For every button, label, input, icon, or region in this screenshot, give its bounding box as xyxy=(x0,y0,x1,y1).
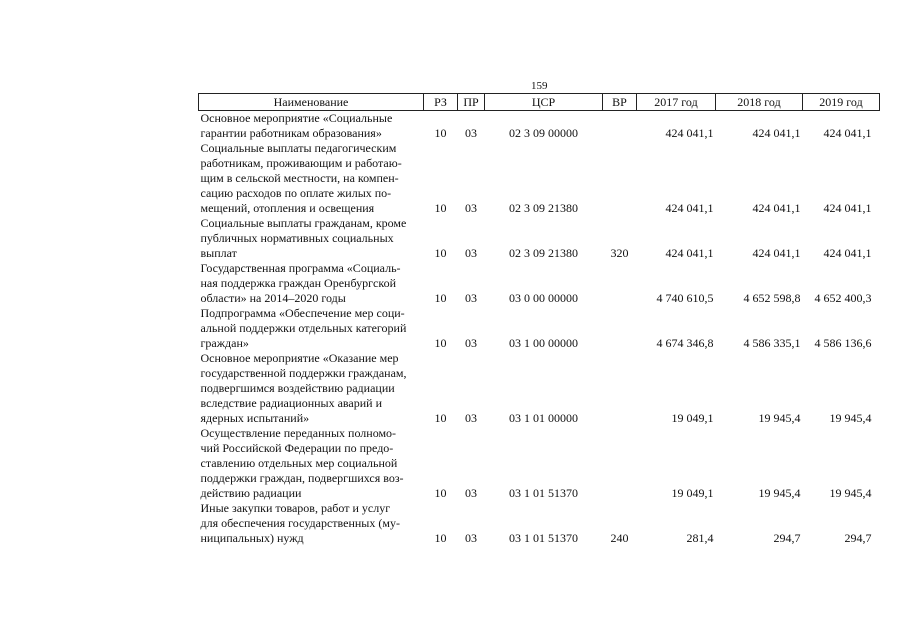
row-rz: 10 xyxy=(434,291,447,305)
row-name-line: ядерных испытаний» xyxy=(200,411,310,425)
row-name-line: гарантии работникам образования» xyxy=(200,126,382,140)
row-pr: 03 xyxy=(465,411,477,425)
row-name-line: публичных нормативных социальных xyxy=(200,231,394,245)
row-name-line: Подпрограмма «Обеспечение мер соци- xyxy=(200,306,405,320)
row-amount-2017: 4 740 610,5 xyxy=(656,291,714,305)
row-name-line: Государственная программа «Социаль- xyxy=(200,261,401,275)
col-header-name: Наименование xyxy=(199,94,424,111)
row-amount-2019: 424 041,1 xyxy=(823,126,872,140)
col-header-vr: ВР xyxy=(603,94,637,111)
row-pr: 03 xyxy=(465,246,477,260)
row-name-line: работникам, проживающим и работаю- xyxy=(200,156,402,170)
row-name-line: Основное мероприятие «Оказание мер xyxy=(200,351,399,365)
row-name-line: чий Российской Федерации по предо- xyxy=(200,441,394,455)
row-rz: 10 xyxy=(434,411,447,425)
col-header-pr: ПР xyxy=(458,94,485,111)
budget-table xyxy=(198,93,880,546)
row-csr: 02 3 09 21380 xyxy=(509,246,578,260)
row-csr: 03 0 00 00000 xyxy=(509,291,578,305)
row-amount-2019: 294,7 xyxy=(844,531,872,545)
row-name xyxy=(199,261,424,306)
row-rz: 10 xyxy=(434,246,447,260)
col-header-rz: РЗ xyxy=(424,94,458,111)
row-amount-2018: 4 652 598,8 xyxy=(743,291,801,305)
row-amount-2019: 424 041,1 xyxy=(823,201,872,215)
row-name-line: ная поддержка граждан Оренбургской xyxy=(200,276,396,290)
table-row xyxy=(199,261,880,306)
row-name-line: альной поддержки отдельных категорий xyxy=(200,321,407,335)
row-pr: 03 xyxy=(465,531,477,545)
row-name-line: сацию расходов по оплате жилых по- xyxy=(200,186,392,200)
row-vr xyxy=(603,306,637,351)
row-name-line: мещений, отопления и освещения xyxy=(200,201,375,215)
row-csr: 02 3 09 00000 xyxy=(509,126,578,140)
row-amount-2018: 294,7 xyxy=(773,531,801,545)
row-name-line: области» на 2014–2020 годы xyxy=(200,291,346,305)
table-row xyxy=(199,351,880,426)
row-amount-2017: 424 041,1 xyxy=(665,201,714,215)
table-row xyxy=(199,111,880,142)
row-rz: 10 xyxy=(434,336,447,350)
row-name-line: Иные закупки товаров, работ и услуг xyxy=(200,501,391,515)
page-number: 159 xyxy=(531,80,548,92)
row-name-line: Основное мероприятие «Социальные xyxy=(200,111,393,125)
row-name-line: ставлению отдельных мер социальной xyxy=(200,456,398,470)
row-amount-2017: 19 049,1 xyxy=(671,486,714,500)
row-amount-2018: 424 041,1 xyxy=(752,201,801,215)
row-name-line: выплат xyxy=(200,246,237,260)
row-vr xyxy=(603,351,637,426)
row-amount-2017: 424 041,1 xyxy=(665,246,714,260)
row-name-line: Социальные выплаты педагогическим xyxy=(200,141,397,155)
row-rz: 10 xyxy=(434,126,447,140)
row-amount-2017: 281,4 xyxy=(686,531,714,545)
row-vr xyxy=(603,261,637,306)
table-row xyxy=(199,426,880,501)
row-amount-2019: 19 945,4 xyxy=(829,486,872,500)
row-csr: 03 1 01 51370 xyxy=(509,486,578,500)
row-amount-2017: 4 674 346,8 xyxy=(656,336,714,350)
row-pr: 03 xyxy=(465,336,477,350)
row-csr: 03 1 01 00000 xyxy=(509,411,578,425)
row-amount-2019: 4 586 136,6 xyxy=(814,336,872,350)
row-name-line: государственной поддержки гражданам, xyxy=(200,366,407,380)
row-csr: 03 1 01 51370 xyxy=(509,531,578,545)
row-vr: 320 xyxy=(610,246,629,260)
table-header-row xyxy=(199,94,880,111)
row-pr: 03 xyxy=(465,126,477,140)
row-pr: 03 xyxy=(465,291,477,305)
row-vr xyxy=(603,111,637,142)
row-pr: 03 xyxy=(465,486,477,500)
row-name-line: Социальные выплаты гражданам, кроме xyxy=(200,216,407,230)
table-row xyxy=(199,501,880,546)
row-name xyxy=(199,111,424,142)
row-vr xyxy=(603,426,637,501)
row-csr: 03 1 00 00000 xyxy=(509,336,578,350)
row-amount-2019: 424 041,1 xyxy=(823,246,872,260)
row-name-line: действию радиации xyxy=(200,486,302,500)
row-name-line: щим в сельской местности, на компен- xyxy=(200,171,399,185)
row-amount-2018: 19 945,4 xyxy=(758,486,801,500)
row-amount-2019: 4 652 400,3 xyxy=(814,291,872,305)
row-amount-2018: 4 586 335,1 xyxy=(743,336,801,350)
row-amount-2018: 19 945,4 xyxy=(758,411,801,425)
row-name-line: подвергшимся воздействию радиации xyxy=(200,381,395,395)
col-header-2018: 2018 год xyxy=(716,94,803,111)
row-name-line: ниципальных) нужд xyxy=(200,531,304,545)
row-name xyxy=(199,216,424,261)
row-name-line: Осуществление переданных полномо- xyxy=(200,426,397,440)
row-amount-2017: 424 041,1 xyxy=(665,126,714,140)
row-amount-2019: 19 945,4 xyxy=(829,411,872,425)
row-amount-2017: 19 049,1 xyxy=(671,411,714,425)
table-body xyxy=(199,111,880,547)
row-amount-2018: 424 041,1 xyxy=(752,246,801,260)
col-header-csr: ЦСР xyxy=(485,94,603,111)
table-row xyxy=(199,306,880,351)
row-amount-2018: 424 041,1 xyxy=(752,126,801,140)
row-vr: 240 xyxy=(610,531,629,545)
table-row xyxy=(199,141,880,216)
row-name-line: вследствие радиационных аварий и xyxy=(200,396,383,410)
row-rz: 10 xyxy=(434,201,447,215)
col-header-2019: 2019 год xyxy=(803,94,880,111)
row-name xyxy=(199,141,424,216)
row-rz: 10 xyxy=(434,486,447,500)
row-name xyxy=(199,426,424,501)
row-name xyxy=(199,501,424,546)
row-name-line: для обеспечения государственных (му- xyxy=(200,516,400,530)
row-name-line: граждан» xyxy=(200,336,249,350)
row-name-line: поддержки граждан, подвергшихся воз- xyxy=(200,471,404,485)
row-name xyxy=(199,351,424,426)
row-name xyxy=(199,306,424,351)
row-vr xyxy=(603,141,637,216)
row-rz: 10 xyxy=(434,531,447,545)
table-row xyxy=(199,216,880,261)
row-csr: 02 3 09 21380 xyxy=(509,201,578,215)
row-pr: 03 xyxy=(465,201,477,215)
col-header-2017: 2017 год xyxy=(637,94,716,111)
